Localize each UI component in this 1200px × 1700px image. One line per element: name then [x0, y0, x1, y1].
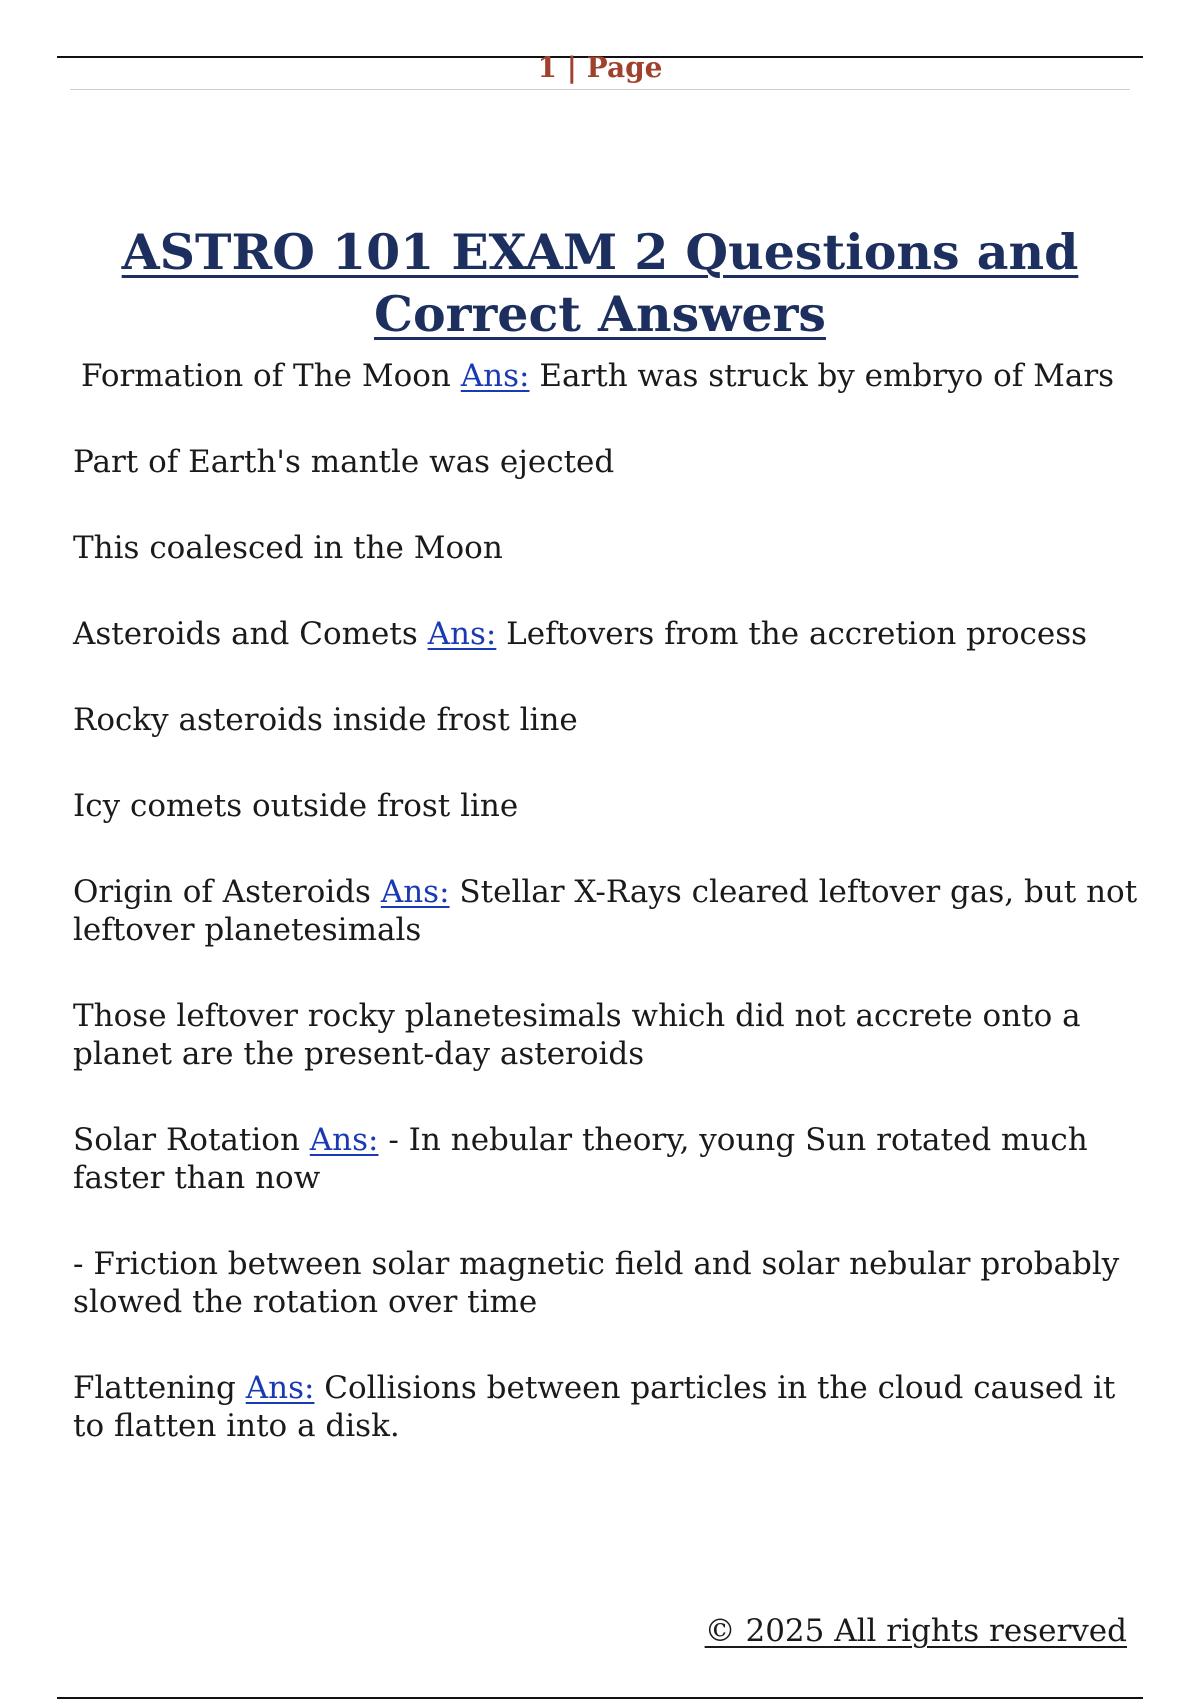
qa-content — [73, 357, 1143, 1493]
answer-text: Collisions between particles in the cloud caused it to flatten into a disk. — [73, 1370, 1116, 1444]
header-divider — [70, 89, 1130, 90]
qa-entry — [73, 615, 1143, 653]
answer-text: Stellar X-Rays cleared leftover gas, but not leftover planetesimals — [73, 874, 1138, 948]
qa-entry — [73, 873, 1143, 949]
question-text: Origin of Asteroids — [73, 874, 381, 910]
page-number: 1 | Page — [537, 51, 663, 84]
question-text: Flattening — [73, 1370, 246, 1406]
answer-text: - In nebular theory, young Sun rotated much faster than now — [73, 1122, 1088, 1196]
answer-text: Leftovers from the accretion process — [496, 616, 1088, 652]
ans-link[interactable]: Ans: — [380, 874, 450, 910]
question-text: Solar Rotation — [73, 1122, 310, 1158]
question-text: Asteroids and Comets — [73, 616, 428, 652]
footer-rule — [57, 1697, 1143, 1699]
answer-continuation: Icy comets outside frost line — [73, 788, 519, 824]
qa-entry — [73, 1121, 1143, 1197]
document-title: ASTRO 101 EXAM 2 Questions and Correct Answers — [121, 222, 1079, 343]
answer-continuation: This coalesced in the Moon — [73, 530, 503, 566]
ans-link[interactable]: Ans: — [309, 1122, 379, 1158]
answer-text: Earth was struck by embryo of Mars — [529, 358, 1115, 394]
answer-continuation: Rocky asteroids inside frost line — [73, 702, 578, 738]
qa-entry — [73, 1369, 1143, 1445]
ans-link[interactable]: Ans: — [427, 616, 497, 652]
answer-continuation: Those leftover rocky planetesimals which did not accrete onto a planet are the present-day asteroids — [73, 998, 1081, 1072]
answer-continuation: - Friction between solar magnetic field and solar nebular probably slowed the rotation over time — [73, 1246, 1120, 1320]
question-text: Formation of The Moon — [81, 358, 461, 394]
ans-link[interactable]: Ans: — [245, 1370, 315, 1406]
copyright-notice: © 2025 All rights reserved — [704, 1613, 1127, 1649]
answer-continuation: Part of Earth's mantle was ejected — [73, 444, 615, 480]
qa-entry — [81, 357, 1143, 395]
ans-link[interactable]: Ans: — [460, 358, 530, 394]
